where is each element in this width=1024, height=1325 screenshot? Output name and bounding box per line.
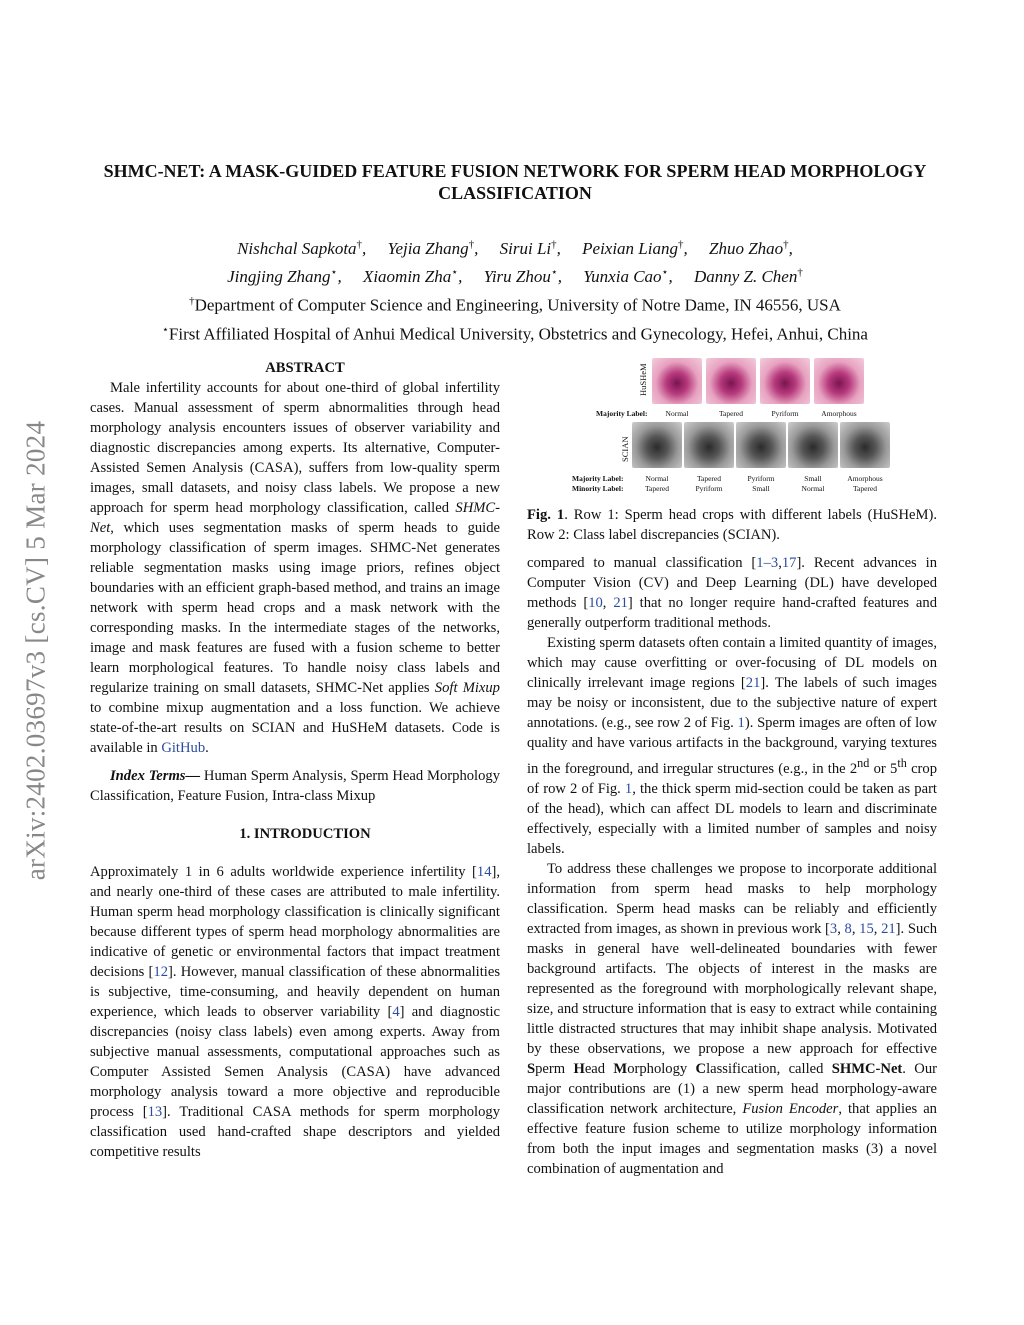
citation-link[interactable]: 1–3 [756,555,779,571]
majority-label-heading: Majority Label: [596,409,648,418]
class-label: Normal [665,409,689,418]
author: Yiru Zhou⋆, [483,266,563,287]
citation-link[interactable]: 12 [153,964,169,980]
author: Yejia Zhang†, [387,238,479,258]
sperm-image [814,358,864,404]
author: Yunxia Cao⋆, [583,266,673,287]
paper-title: SHMC-NET: A MASK-GUIDED FEATURE FUSION NETWORK FOR SPERM HEAD MORPHOLOGY CLASSIFICATION [103,161,927,203]
class-label: Tapered [696,474,722,483]
class-label: Pyriform [695,484,723,493]
class-label: Pyriform [771,409,799,418]
majority-label-heading: Majority Label: [572,474,624,483]
dataset-label-hushem: HuSHeM [638,363,648,396]
sperm-image [736,422,786,468]
class-label: Normal [645,474,669,483]
affiliations [90,289,940,346]
right-column [527,505,937,1179]
citation-link[interactable]: 17 [781,555,797,571]
class-label: Tapered [718,409,744,418]
author: Peixian Liang†, [582,238,688,258]
author: Nishchal Sapkota†, [237,238,367,258]
class-label: Tapered [852,484,878,493]
class-label: Normal [801,484,825,493]
sperm-image [840,422,890,468]
citation-link[interactable]: 15 [859,920,874,937]
author: Danny Z. Chen† [693,266,803,287]
abstract-body: Male infertility accounts for about one-third of global infertility cases. Manual assessment of sperm abnormalities through head morphology analysis encounters issues of observer variability and diagnostic discrepancies among experts. Its alternative, Computer-Assisted Semen Analysis (CASA), suffers from low-quality sperm images, small datasets, and noisy class labels. We propose a new approach for sperm head morphology classification, called SHMC-Net, which uses segmentation masks of sperm heads to guide morphology classification of sperm images. SHMC-Net generates reliable segmentation masks using image priors, refines object boundaries with an efficient graph-based method, and trains an image network with sperm head crops and a mask network with the corresponding masks. In the intermediate stages of the networks, image and mask features are fused with a fusion scheme to better learn morphological features. To handle noisy class labels and regularize training on small datasets, SHMC-Net applies Soft Mixup to combine mixup augmentation and a loss function. We achieve state-of-the-art results on SCIAN and HuSHeM datasets. Code is available in GitHub. [90,380,500,756]
figure-link[interactable]: 1 [737,715,745,731]
citation-link[interactable]: 21 [745,675,761,691]
author: Sirui Li†, [499,238,561,258]
minority-label-heading: Minority Label: [572,484,624,493]
sperm-image [760,358,810,404]
class-label: Amorphous [847,474,883,483]
author: Xiaomin Zha⋆, [362,266,463,287]
citation-link[interactable]: 8 [844,920,852,937]
figure-1 [560,358,890,498]
citation-link[interactable]: 3 [829,920,838,937]
abstract-heading: ABSTRACT [265,360,345,376]
citation-link[interactable]: 21 [613,595,628,611]
sperm-image [652,358,702,404]
class-label: Tapered [644,484,670,493]
paragraph: To address these challenges we propose to incorporate additional information from sperm head masks to help morphology classification. Sperm head masks can be reliably and efficiently extracted from images, as shown in previous work [3, 8, 15, 21]. Such masks in general have well-delineated boundaries with fewer background artifacts. The objects of interest in the masks are represented as the foreground with morphologically relevant shape, size, and structure information that is easy to extract while containing little distracted structures that may inhibit shape analysis. Motivated by these observations, we propose a new approach for effective Sperm Head Morphology Classification, called SHMC-Net. Our major contributions are (1) a new sperm head morphology-aware classification network architecture, Fusion Encoder, that applies an effective feature fusion scheme to utilize morphology information from both the input images and segmentation masks (3) a novel combination of augmentation and [527,860,938,1177]
intro-heading: 1. INTRODUCTION [239,826,371,842]
citation-link[interactable]: 13 [147,1104,163,1120]
figure-caption: Fig. 1. Row 1: Sperm head crops with different labels (HuSHeM). Row 2: Class label discrepancies (SCIAN). [527,507,937,543]
class-label: Pyriform [747,474,775,483]
author: Jingjing Zhang⋆, [227,266,342,287]
citation-link[interactable]: 21 [881,920,896,937]
author: Zhuo Zhao†, [709,238,793,258]
dataset-label-scian: SCIAN [620,436,630,462]
left-column [90,358,500,1162]
figure-link[interactable]: 1 [624,780,633,797]
class-label: Small [752,484,770,493]
arxiv-stamp: arXiv:2402.03697v3 [cs.CV] 5 Mar 2024 [20,420,51,880]
paragraph: Existing sperm datasets often contain a limited quantity of images, which may cause overfitting or over-focusing of DL models on clinically irrelevant image regions [21]. The labels of such images may be noisy or inconsistent, due to the subjective nature of expert annotations. (e.g., see row 2 of Fig. 1). Sperm images are often of low quality and have various artifacts in the background, varying textures in the foreground, and irregular structures (e.g., in the 2nd or 5th crop of row 2 of Fig. 1, the thick sperm mid-section could be taken as part of the head), which can affect DL models to learn and discriminate effectively, especially with a limited number of samples and noisy labels. [527,635,938,857]
author-line-2 [90,261,940,290]
github-link[interactable]: GitHub [161,740,206,756]
affiliation-2: ⋆First Affiliated Hospital of Anhui Medical University, Obstetrics and Gynecology, Hefei, Anhui, China [162,323,868,344]
intro-paragraph: Approximately 1 in 6 adults worldwide experience infertility [14], and nearly one-third of these cases are attributed to male infertility. Human sperm head morphology classification is clinically significant because different types of sperm head morphology abnormalities are indicative of genetic or environmental factors that impact treatment decisions [12]. However, manual classification of these abnormalities is subjective, time-consuming, and heavily dependent on human experience, which leads to observer variability [4] and diagnostic discrepancies (noisy class labels) even among experts. Away from subjective manual assessments, computational approaches such as Computer Assisted Semen Analysis (CASA) have advanced morphology analysis toward a more objective and reproducible process [13]. Traditional CASA methods for sperm morphology classification used hand-crafted shape descriptors and yielded competitive results [90,864,501,1160]
sperm-image [706,358,756,404]
sperm-image [788,422,838,468]
sperm-image [684,422,734,468]
author-line-1 [90,232,940,261]
index-terms: Index Terms— Human Sperm Analysis, Sperm Head Morphology Classification, Feature Fusion, Intra-class Mixup [90,768,500,804]
citation-link[interactable]: 4 [392,1004,400,1020]
citation-link[interactable]: 10 [588,595,603,611]
class-label: Amorphous [821,409,857,418]
affiliation-1: †Department of Computer Science and Engineering, University of Notre Dame, IN 46556, USA [189,295,841,315]
class-label: Small [804,474,822,483]
sperm-image [632,422,682,468]
citation-link[interactable]: 14 [476,864,492,880]
paragraph: compared to manual classification [1–3,17]. Recent advances in Computer Vision (CV) and Deep Learning (DL) have developed methods [10, 21] that no longer require hand-crafted features and generally outperform traditional methods. [527,555,938,631]
author-list [90,232,940,289]
